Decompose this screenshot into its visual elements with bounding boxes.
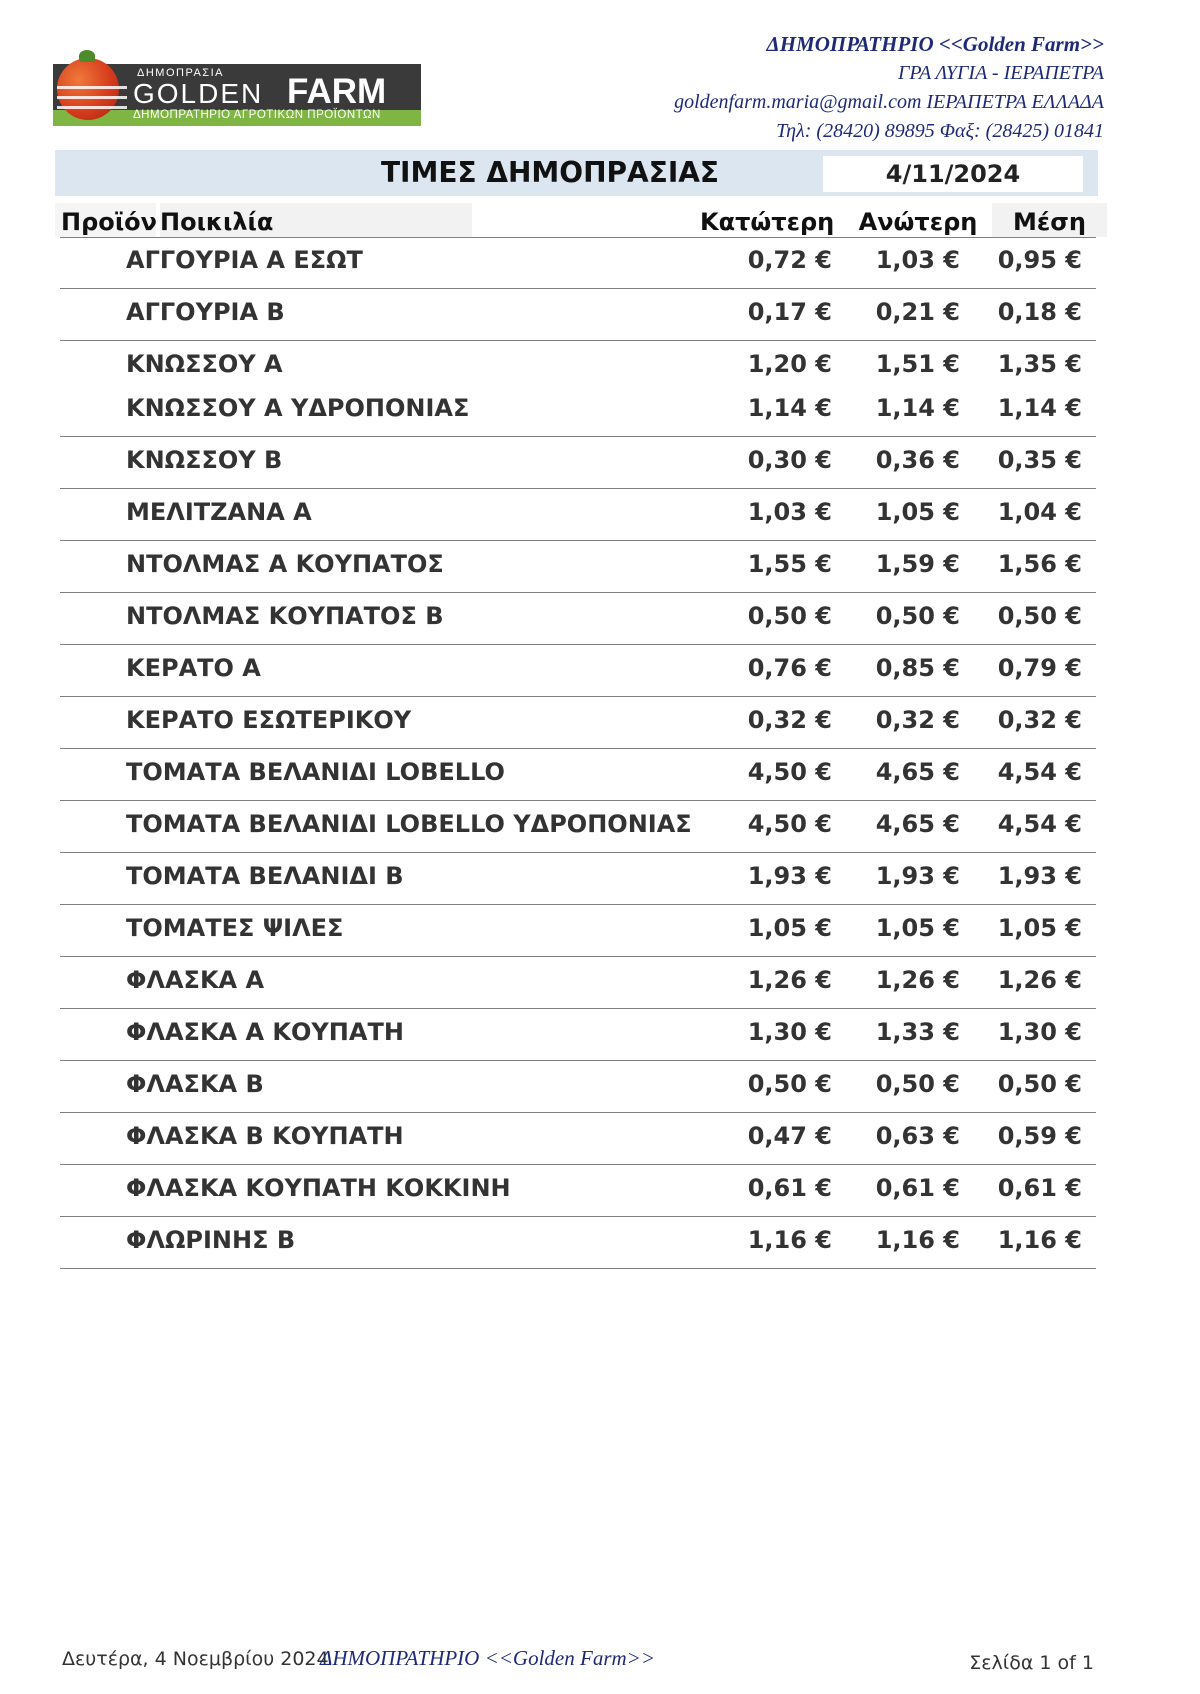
- product-name: ΑΓΓΟΥΡΙΑ Β: [126, 298, 285, 326]
- price-high: 1,03 €: [875, 246, 960, 274]
- price-low: 1,16 €: [747, 1226, 832, 1254]
- price-low: 0,50 €: [747, 1070, 832, 1098]
- company-logo: [53, 52, 421, 124]
- price-high: 4,65 €: [875, 810, 960, 838]
- row-divider: [60, 1268, 1096, 1269]
- table-row: [0, 1168, 1200, 1208]
- price-low: 0,30 €: [747, 446, 832, 474]
- row-divider: [60, 852, 1096, 853]
- column-header-variety: Ποικιλία: [160, 203, 472, 237]
- price-low: 0,50 €: [747, 602, 832, 630]
- row-divider: [60, 1216, 1096, 1217]
- price-avg: 1,16 €: [997, 1226, 1082, 1254]
- header-address: ΓΡΑ ΛΥΓΙΑ - ΙΕΡΑΠΕΤΡΑ: [897, 62, 1104, 84]
- footer-page-number: Σελίδα 1 of 1: [969, 1652, 1094, 1674]
- header-company-name: ΔΗΜΟΠΡΑΤΗΡΙΟ <<Golden Farm>>: [766, 32, 1104, 56]
- product-name: ΤΟΜΑΤΑ ΒΕΛΑΝΙΔΙ Β: [126, 862, 404, 890]
- price-high: 0,21 €: [875, 298, 960, 326]
- table-row: [0, 700, 1200, 740]
- price-avg: 0,35 €: [997, 446, 1082, 474]
- price-high: 1,05 €: [875, 914, 960, 942]
- column-header-product: Προϊόν: [55, 203, 156, 237]
- logo-golden-text: GOLDEN: [133, 78, 264, 109]
- table-row: [0, 908, 1200, 948]
- header-divider: [60, 237, 1096, 238]
- table-row: [0, 1064, 1200, 1104]
- product-name: ΦΛΑΣΚΑ Α ΚΟΥΠΑΤΗ: [126, 1018, 404, 1046]
- price-avg: 1,26 €: [997, 966, 1082, 994]
- price-low: 1,05 €: [747, 914, 832, 942]
- product-name: ΤΟΜΑΤΑ ΒΕΛΑΝΙΔΙ LOBELLO: [126, 758, 505, 786]
- price-avg: 1,14 €: [997, 394, 1082, 422]
- page-title: ΤΙΜΕΣ ΔΗΜΟΠΡΑΣΙΑΣ: [380, 156, 720, 189]
- price-high: 1,59 €: [875, 550, 960, 578]
- product-name: ΑΓΓΟΥΡΙΑ Α ΕΣΩΤ: [126, 246, 363, 274]
- price-avg: 0,50 €: [997, 602, 1082, 630]
- header-email: goldenfarm.maria@gmail.com ΙΕΡΑΠΕΤΡΑ ΕΛΛΑΔΑ: [674, 91, 1104, 113]
- price-high: 0,85 €: [875, 654, 960, 682]
- price-high: 1,16 €: [875, 1226, 960, 1254]
- table-row: [0, 1220, 1200, 1260]
- column-header-low: Κατώτερη: [700, 203, 828, 237]
- product-name: ΚΝΩΣΣΟΥ Α ΥΔΡΟΠΟΝΙΑΣ: [126, 394, 470, 422]
- table-row: [0, 960, 1200, 1000]
- product-name: ΤΟΜΑΤΕΣ ΨΙΛΕΣ: [126, 914, 344, 942]
- price-avg: 0,61 €: [997, 1174, 1082, 1202]
- product-name: ΤΟΜΑΤΑ ΒΕΛΑΝΙΔΙ LOBELLO ΥΔΡΟΠΟΝΙΑΣ: [126, 810, 692, 838]
- price-high: 1,14 €: [875, 394, 960, 422]
- price-low: 1,30 €: [747, 1018, 832, 1046]
- product-name: ΦΛΑΣΚΑ Α: [126, 966, 265, 994]
- row-divider: [60, 696, 1096, 697]
- product-name: ΚΝΩΣΣΟΥ Β: [126, 446, 283, 474]
- row-divider: [60, 288, 1096, 289]
- row-divider: [60, 904, 1096, 905]
- price-high: 0,32 €: [875, 706, 960, 734]
- logo-farm-text: FARM: [287, 72, 387, 111]
- price-avg: 0,32 €: [997, 706, 1082, 734]
- price-high: 1,51 €: [875, 350, 960, 378]
- price-avg: 0,79 €: [997, 654, 1082, 682]
- row-divider: [60, 1164, 1096, 1165]
- price-avg: 0,50 €: [997, 1070, 1082, 1098]
- table-row: [0, 648, 1200, 688]
- price-low: 1,26 €: [747, 966, 832, 994]
- price-low: 1,55 €: [747, 550, 832, 578]
- price-high: 1,05 €: [875, 498, 960, 526]
- row-divider: [60, 436, 1096, 437]
- price-high: 0,50 €: [875, 602, 960, 630]
- price-avg: 4,54 €: [997, 758, 1082, 786]
- row-divider: [60, 1112, 1096, 1113]
- price-high: 1,26 €: [875, 966, 960, 994]
- table-row: [0, 596, 1200, 636]
- table-row: [0, 388, 1200, 428]
- price-avg: 1,30 €: [997, 1018, 1082, 1046]
- price-avg: 1,93 €: [997, 862, 1082, 890]
- table-row: [0, 440, 1200, 480]
- table-row: [0, 752, 1200, 792]
- row-divider: [60, 800, 1096, 801]
- row-divider: [60, 340, 1096, 341]
- row-divider: [60, 540, 1096, 541]
- price-low: 1,93 €: [747, 862, 832, 890]
- auction-date: 4/11/2024: [823, 156, 1083, 192]
- price-low: 0,32 €: [747, 706, 832, 734]
- product-name: ΝΤΟΛΜΑΣ ΚΟΥΠΑΤΟΣ Β: [126, 602, 444, 630]
- price-high: 0,61 €: [875, 1174, 960, 1202]
- table-row: [0, 856, 1200, 896]
- row-divider: [60, 1060, 1096, 1061]
- price-avg: 0,95 €: [997, 246, 1082, 274]
- price-low: 1,20 €: [747, 350, 832, 378]
- table-row: [0, 344, 1200, 384]
- product-name: ΚΝΩΣΣΟΥ Α: [126, 350, 283, 378]
- table-row: [0, 804, 1200, 844]
- price-high: 1,33 €: [875, 1018, 960, 1046]
- price-avg: 1,05 €: [997, 914, 1082, 942]
- row-divider: [60, 488, 1096, 489]
- product-name: ΦΛΑΣΚΑ Β ΚΟΥΠΑΤΗ: [126, 1122, 404, 1150]
- price-low: 0,72 €: [747, 246, 832, 274]
- table-row: [0, 1116, 1200, 1156]
- logo-subtitle: ΔΗΜΟΠΡΑΤΗΡΙΟ ΑΓΡΟΤΙΚΩΝ ΠΡΟΪΟΝΤΩΝ: [133, 109, 381, 121]
- row-divider: [60, 1008, 1096, 1009]
- footer-date: Δευτέρα, 4 Νοεμβρίου 2024: [62, 1648, 329, 1670]
- row-divider: [60, 644, 1096, 645]
- table-row: [0, 492, 1200, 532]
- footer-company: ΔΗΜΟΠΡΑΤΗΡΙΟ <<Golden Farm>>: [320, 1646, 656, 1670]
- price-low: 0,17 €: [747, 298, 832, 326]
- price-low: 0,61 €: [747, 1174, 832, 1202]
- table-row: [0, 240, 1200, 280]
- price-high: 0,36 €: [875, 446, 960, 474]
- table-row: [0, 1012, 1200, 1052]
- price-low: 0,47 €: [747, 1122, 832, 1150]
- price-low: 1,03 €: [747, 498, 832, 526]
- product-name: ΦΛΩΡΙΝΗΣ Β: [126, 1226, 296, 1254]
- row-divider: [60, 748, 1096, 749]
- price-avg: 0,18 €: [997, 298, 1082, 326]
- price-avg: 1,56 €: [997, 550, 1082, 578]
- header-phone: Τηλ: (28420) 89895 Φαξ: (28425) 01841: [776, 120, 1104, 142]
- tomato-icon: [57, 58, 119, 120]
- price-low: 1,14 €: [747, 394, 832, 422]
- row-divider: [60, 592, 1096, 593]
- price-avg: 0,59 €: [997, 1122, 1082, 1150]
- product-name: ΚΕΡΑΤΟ Α: [126, 654, 261, 682]
- price-low: 4,50 €: [747, 758, 832, 786]
- column-header-avg: Μέση: [992, 203, 1107, 237]
- product-name: ΦΛΑΣΚΑ Β: [126, 1070, 264, 1098]
- logo-small-text: ΔΗΜΟΠΡΑΣΙΑ: [137, 67, 225, 79]
- price-low: 0,76 €: [747, 654, 832, 682]
- column-header-high: Ανώτερη: [853, 203, 983, 237]
- product-name: ΜΕΛΙΤΖΑΝΑ Α: [126, 498, 312, 526]
- price-avg: 1,35 €: [997, 350, 1082, 378]
- product-name: ΚΕΡΑΤΟ ΕΣΩΤΕΡΙΚΟΥ: [126, 706, 412, 734]
- product-name: ΦΛΑΣΚΑ ΚΟΥΠΑΤΗ ΚΟΚΚΙΝΗ: [126, 1174, 511, 1202]
- price-high: 0,50 €: [875, 1070, 960, 1098]
- price-low: 4,50 €: [747, 810, 832, 838]
- product-name: ΝΤΟΛΜΑΣ Α ΚΟΥΠΑΤΟΣ: [126, 550, 444, 578]
- price-high: 4,65 €: [875, 758, 960, 786]
- price-high: 0,63 €: [875, 1122, 960, 1150]
- row-divider: [60, 956, 1096, 957]
- table-row: [0, 544, 1200, 584]
- table-row: [0, 292, 1200, 332]
- price-high: 1,93 €: [875, 862, 960, 890]
- price-avg: 1,04 €: [997, 498, 1082, 526]
- price-avg: 4,54 €: [997, 810, 1082, 838]
